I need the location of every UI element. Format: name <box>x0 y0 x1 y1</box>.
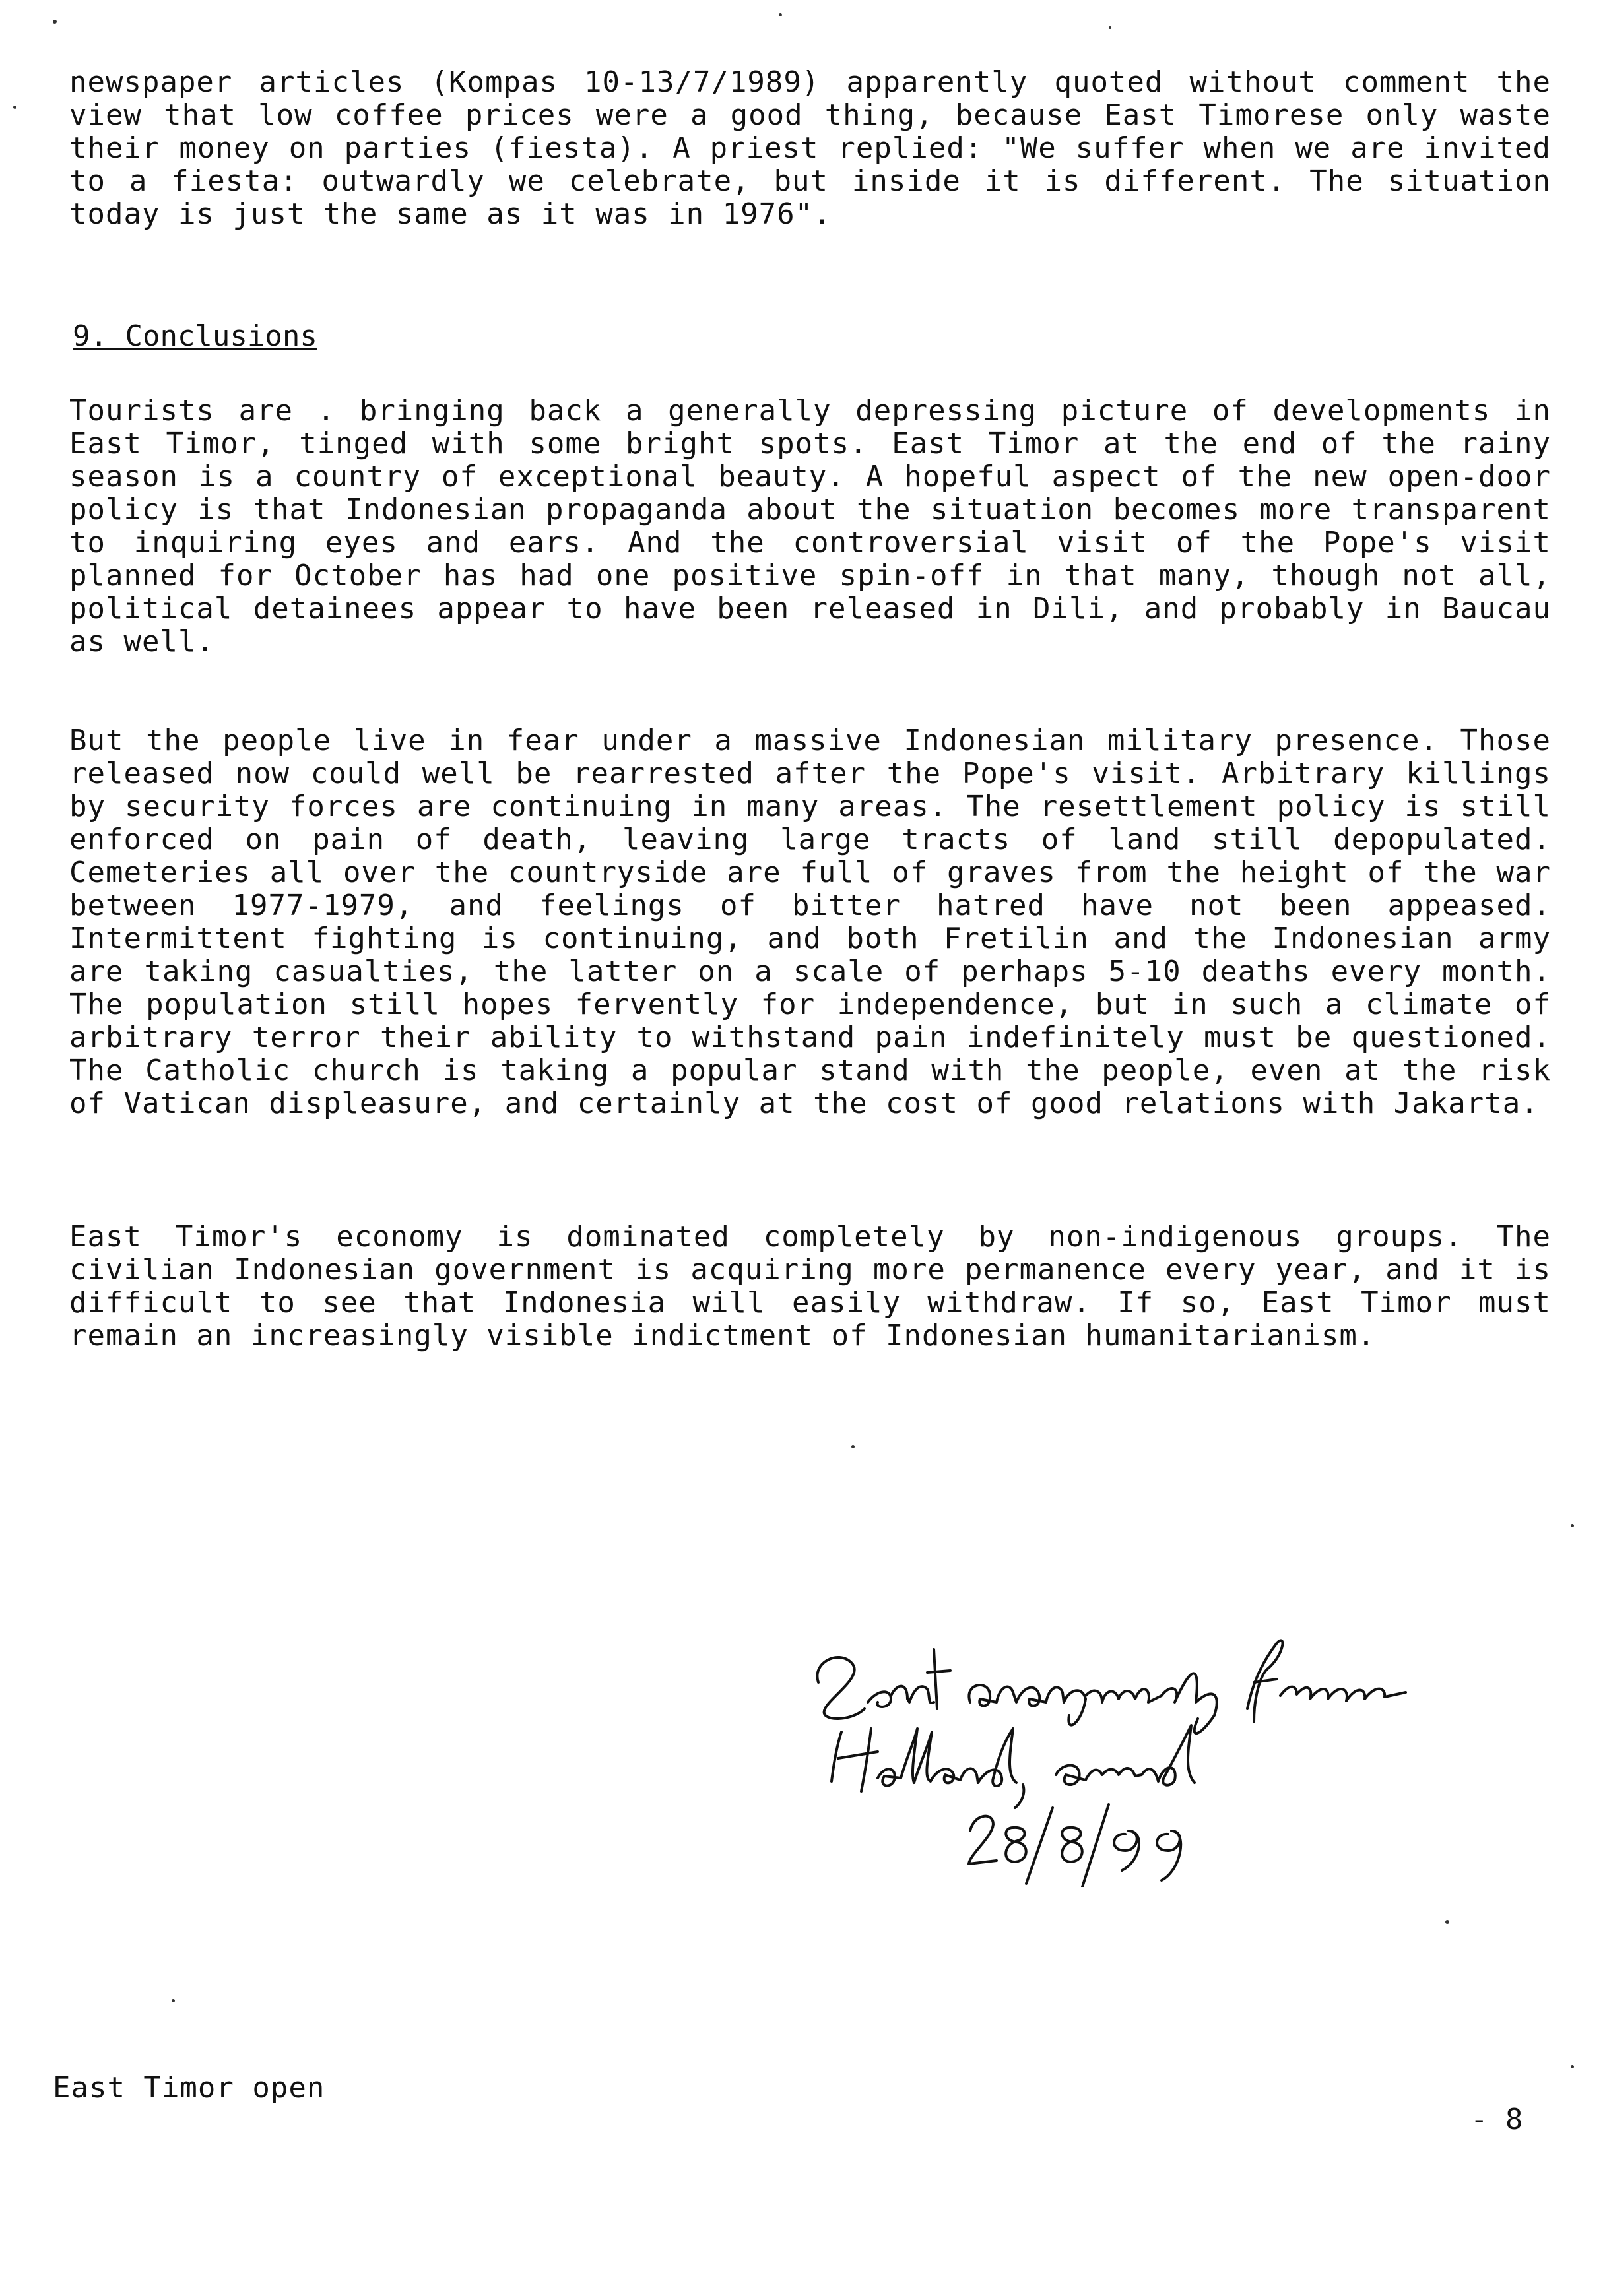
conclusion-paragraph-3: East Timor's economy is dominated completely by non-indigenous groups. The civilian Indonesian government is acquiring more permanence every year, and it is difficult to see that Indonesia will easily withdraw. If so, East Timor must remain an increasingly visible indictment of Indonesian humanitarianism. <box>69 1220 1551 1353</box>
scan-speck <box>13 106 16 109</box>
scan-speck <box>1109 26 1111 29</box>
page-number: - 8 <box>1470 2103 1523 2136</box>
intro-paragraph: newspaper articles (Kompas 10-13/7/1989) apparently quoted without comment the view that low coffee prices were a good thing, because East Timorese only waste their money on parties (fiesta). A priest replied: "We suffer when we are invited to a fiesta: outwardly we celebrate, but inside it is different. The situation today is just the same as it was in 1976". <box>69 65 1551 231</box>
scan-speck <box>172 1999 175 2002</box>
handwritten-note <box>792 1610 1452 1887</box>
scan-speck <box>1445 1920 1449 1924</box>
footer-document-title: East Timor open <box>53 2071 325 2105</box>
scan-speck <box>851 1445 855 1448</box>
scan-speck <box>53 20 57 24</box>
conclusion-paragraph-1: Tourists are . bringing back a generally depressing picture of developments in East Timor, tinged with some bright spots. East Timor at the end of the rainy season is a country of exceptional beauty. A hopeful aspect of the new open-door policy is that Indonesian propaganda about the situation becomes more transparent to inquiring eyes and ears. And the controversial visit of the Pope's visit planned for October has had one positive spin-off in that many, though not all, political detainees appear to have been released in Dili, and probably in Baucau as well. <box>69 394 1551 658</box>
scan-speck <box>779 13 782 16</box>
handwritten-note-drawing <box>792 1610 1452 1887</box>
conclusion-paragraph-2: But the people live in fear under a massive Indonesian military presence. Those released now could well be rearrested after the Pope's visit. Arbitrary killings by security forces are continuing in many areas. The resettlement policy is still enforced on pain of death, leaving large tracts of land still depopulated. Cemeteries all over the countryside are full of graves from the height of the war between 1977-1979, and feelings of bitter hatred have not been appeased. Intermittent fighting is continuing, and both Fretilin and the Indonesian army are taking casualties, the latter on a scale of perhaps 5-10 deaths every month. The population still hopes fervently for independence, but in such a climate of arbitrary terror their ability to withstand pain indefinitely must be questioned. The Catholic church is taking a popular stand with the people, even at the risk of Vatican displeasure, and certainly at the cost of good relations with Jakarta. <box>69 724 1551 1120</box>
scan-speck <box>1571 2065 1574 2068</box>
section-heading: 9. Conclusions <box>73 319 317 353</box>
scan-speck <box>1571 1524 1574 1527</box>
